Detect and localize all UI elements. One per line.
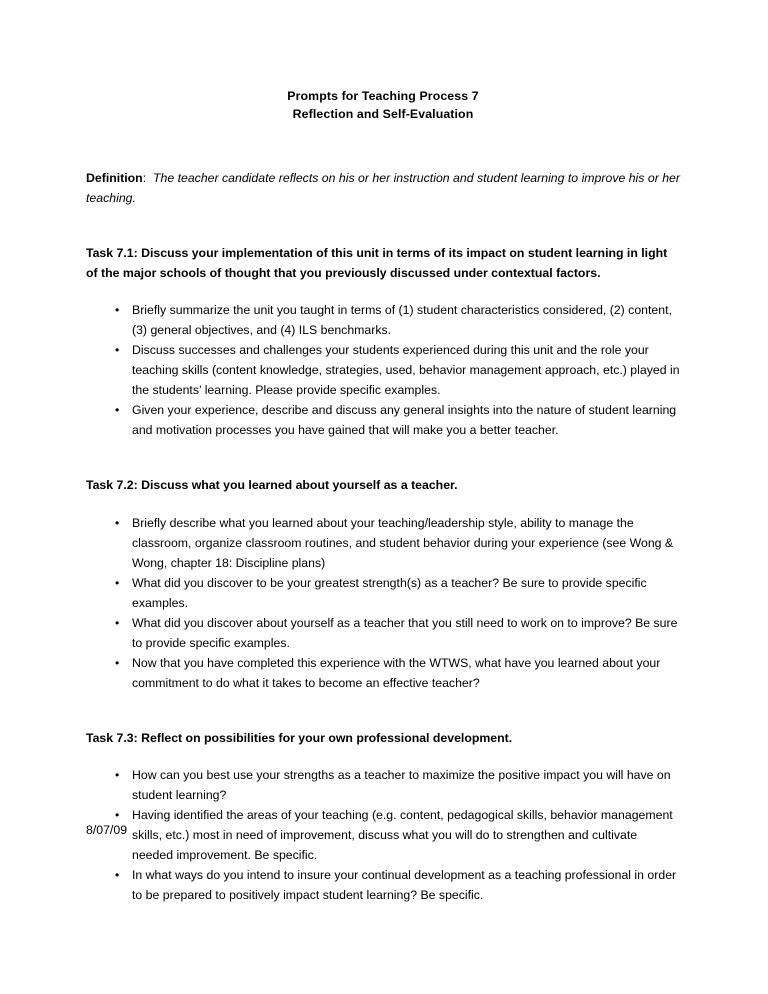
- definition-separator: :: [142, 171, 147, 185]
- list-item: [86, 300, 680, 340]
- list-item-text: Discuss successes and challenges your students experienced during this unit and the role your teaching skills (content knowledge, strategies, used, behavior management approach, etc.) played in the students’ learning. Please provide specific examples.: [132, 343, 680, 397]
- list-item-text: In what ways do you intend to insure your continual development as a teaching professional in order to be prepared to positively impact student learning? Be specific.: [132, 868, 677, 902]
- task-block-7-3: [86, 729, 680, 906]
- document-title-line-2: Reflection and Self-Evaluation: [292, 106, 474, 121]
- list-item-text: What did you discover about yourself as a teacher that you still need to work on to improve? Be sure to provide specific examples.: [132, 615, 678, 650]
- list-item: [86, 805, 680, 865]
- definition-label: Definition: [86, 171, 143, 185]
- list-item: [86, 865, 680, 905]
- document-body: [86, 88, 680, 905]
- list-item: [86, 513, 680, 573]
- bullet-icon: •: [115, 403, 120, 417]
- task-block-7-2: [86, 476, 680, 693]
- bullet-icon: •: [115, 343, 120, 357]
- definition-paragraph: [86, 169, 680, 208]
- bullet-icon: •: [115, 655, 120, 670]
- list-item-text: Given your experience, describe and discuss any general insights into the nature of student learning and motivation processes you have gained that will make you a better teacher.: [132, 403, 677, 437]
- bullet-icon: •: [115, 303, 120, 317]
- task-heading-7-2: Task 7.2: Discuss what you learned about yourself as a teacher.: [86, 478, 458, 492]
- list-item: [86, 400, 680, 440]
- bullet-icon: •: [115, 615, 120, 630]
- task-7-2-bullet-list: [86, 513, 680, 693]
- bullet-icon: •: [115, 868, 120, 882]
- document-title-line-1: Prompts for Teaching Process 7: [287, 89, 479, 103]
- task-7-1-bullet-list: [86, 300, 680, 440]
- task-block-7-1: [86, 244, 680, 440]
- bullet-icon: •: [115, 575, 120, 590]
- bullet-icon: •: [115, 515, 120, 530]
- list-item: [86, 340, 680, 400]
- list-item: [86, 653, 680, 693]
- list-item-text: Briefly summarize the unit you taught in terms of (1) student characteristics considered, (2) content, (3) general objectives, and (4) ILS benchmarks.: [132, 303, 672, 337]
- list-item: [86, 765, 680, 805]
- list-item-text: What did you discover to be your greatest strength(s) as a teacher? Be sure to provide specific examples.: [132, 575, 647, 610]
- task-heading-7-3: Task 7.3: Reflect on possibilities for your own professional development.: [86, 730, 513, 745]
- list-item-text: Having identified the areas of your teaching (e.g. content, pedagogical skills, behavior management skills, etc.) most in need of improvement, discuss what you will do to strengthen and cultivate needed improvement. Be specific.: [132, 808, 673, 862]
- definition-text: The teacher candidate reflects on his or her instruction and student learning to improve his or her teaching.: [86, 171, 680, 205]
- list-item: [86, 573, 680, 613]
- footer-date: 8/07/09: [86, 823, 128, 837]
- bullet-icon: •: [115, 808, 120, 822]
- list-item-text: Now that you have completed this experience with the WTWS, what have you learned about your commitment to do what it takes to become an effective teacher?: [132, 655, 661, 690]
- list-item-text: How can you best use your strengths as a teacher to maximize the positive impact you will have on student learning?: [132, 768, 671, 802]
- list-item: [86, 613, 680, 653]
- task-7-3-bullet-list: [86, 765, 680, 905]
- document-title: [86, 88, 680, 123]
- bullet-icon: •: [115, 768, 120, 782]
- list-item-text: Briefly describe what you learned about your teaching/leadership style, ability to manage the classroom, organize classroom routines, and student behavior during your experience (see Wong & Wong, chapter 18: Discipline plans): [132, 515, 674, 570]
- task-heading-7-1: Task 7.1: Discuss your implementation of this unit in terms of its impact on student learning in light of the major schools of thought that you previously discussed under contextual factors.: [86, 246, 668, 280]
